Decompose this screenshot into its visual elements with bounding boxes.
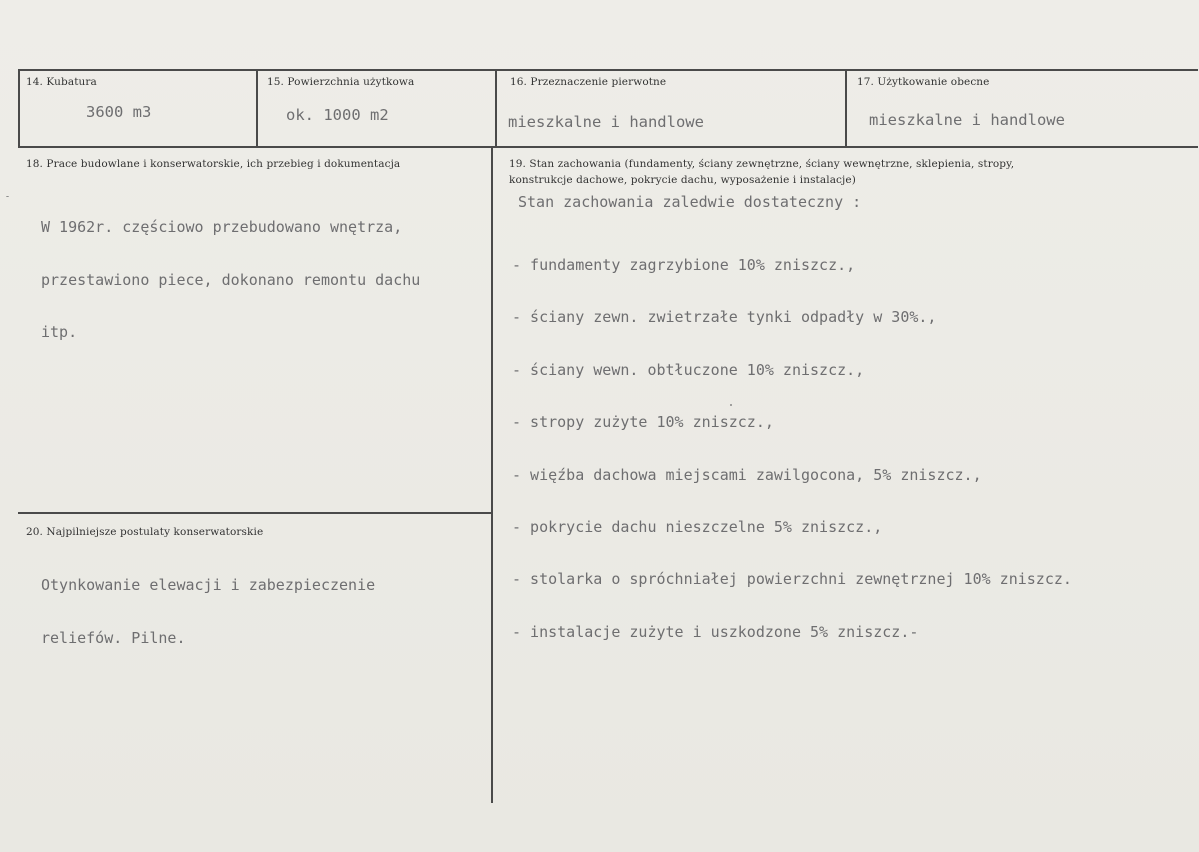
field-19-intro: Stan zachowania zaledwie dostateczny : <box>518 193 862 211</box>
row1-bottom-border <box>18 146 1198 148</box>
section18-bottom-border <box>18 512 492 514</box>
top-border <box>18 69 1198 71</box>
field-17-label: 17. Użytkowanie obecne <box>857 76 990 88</box>
field-16-label: 16. Przeznaczenie pierwotne <box>510 76 667 88</box>
field-14-label: 14. Kubatura <box>26 76 97 88</box>
main-column-divider <box>491 146 493 803</box>
condition-item: - fundamenty zagrzybione 10% zniszcz., <box>512 256 856 274</box>
left-border <box>18 69 20 147</box>
field-18-line: przestawiono piece, dokonano remontu dachu <box>41 270 421 289</box>
field-20-line: reliefów. Pilne. <box>41 628 186 647</box>
divider-15-16 <box>495 69 497 147</box>
field-18-line: itp. <box>41 323 78 341</box>
condition-item: - pokrycie dachu nieszczelne 5% zniszcz., <box>512 518 883 537</box>
field-16-value: mieszkalne i handlowe <box>508 113 704 131</box>
field-15-value: ok. 1000 m2 <box>286 106 389 124</box>
field-19-condition-list <box>512 222 1072 676</box>
field-18-line: W 1962r. częściowo przebudowano wnętrza, <box>41 218 403 236</box>
condition-item: - ściany zewn. zwietrzałe tynki odpadły w 30%., <box>512 308 937 327</box>
field-15-label: 15. Powierzchnia użytkowa <box>267 76 415 88</box>
field-19-label-line2: konstrukcje dachowe, pokrycie dachu, wyposażenie i instalacje) <box>509 174 856 186</box>
paper-speck <box>6 196 9 197</box>
field-20-line: Otynkowanie elewacji i zabezpieczenie <box>41 576 376 594</box>
field-18-label: 18. Prace budowlane i konserwatorskie, ich przebieg i dokumentacja <box>26 158 401 170</box>
field-20-label: 20. Najpilniejsze postulaty konserwatorskie <box>26 526 264 538</box>
field-19-label-line1: 19. Stan zachowania (fundamenty, ściany zewnętrzne, ściany wewnętrzne, sklepienia, stropy, <box>509 158 1015 170</box>
field-17-value: mieszkalne i handlowe <box>869 111 1065 129</box>
field-14-value: 3600 m3 <box>86 103 152 121</box>
condition-item: - instalacje zużyte i uszkodzone 5% zniszcz.- <box>512 622 919 641</box>
condition-item: - więźba dachowa miejscami zawilgocona, 5% zniszcz., <box>512 465 982 484</box>
field-18-text <box>41 184 420 377</box>
divider-14-15 <box>256 69 258 147</box>
condition-item: - ściany wewn. obtłuczone 10% zniszcz., <box>512 360 865 379</box>
paper-speck <box>730 404 732 406</box>
field-20-text <box>41 542 375 682</box>
condition-item: - stolarka o spróchniałej powierzchni zewnętrznej 10% zniszcz. <box>512 570 1072 589</box>
divider-16-17 <box>845 69 847 147</box>
condition-item: - stropy zużyte 10% zniszcz., <box>512 413 774 432</box>
